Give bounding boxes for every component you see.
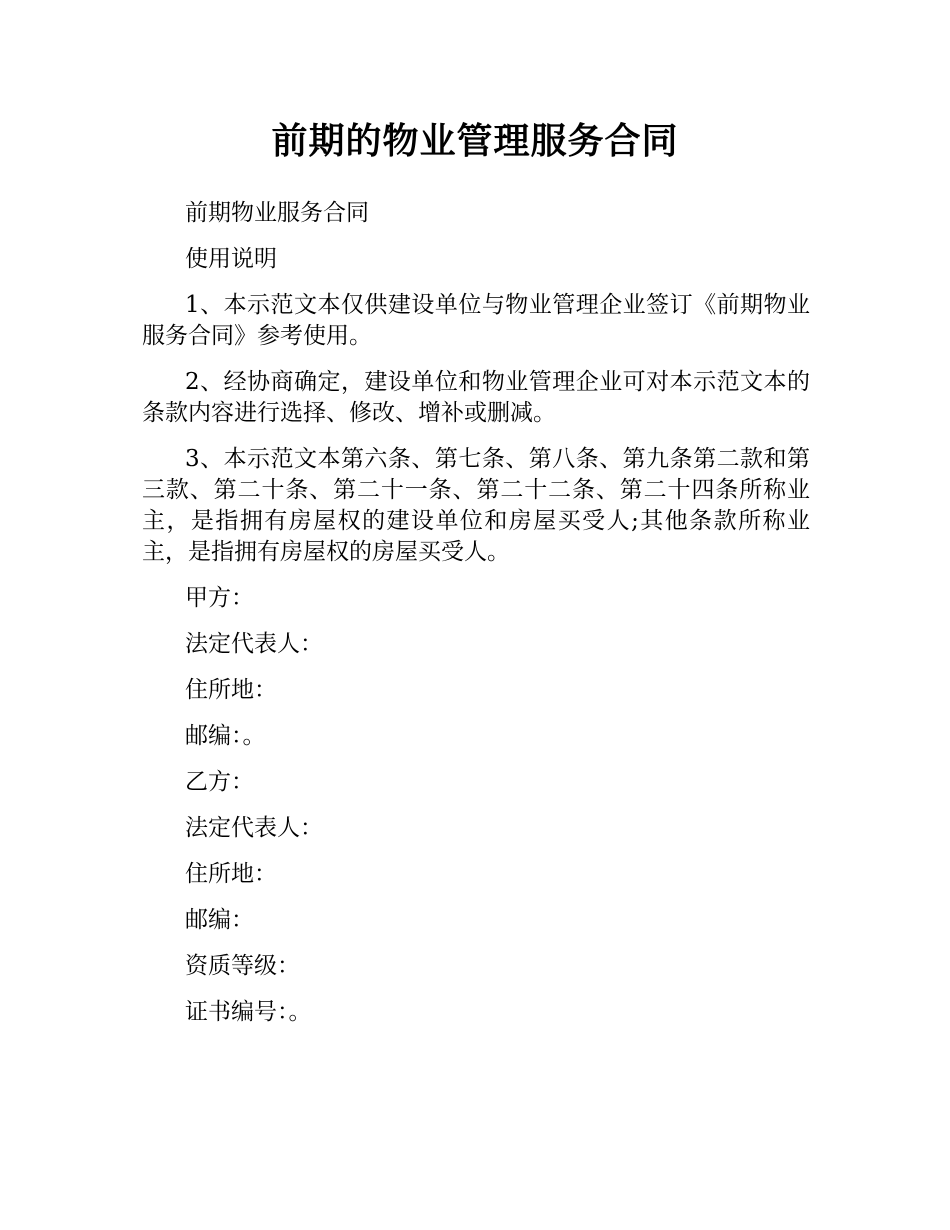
party-b-address: 住所地： xyxy=(185,861,277,887)
party-b-postcode: 邮编： xyxy=(185,907,254,933)
party-b-label: 乙方： xyxy=(185,769,254,795)
document-body xyxy=(142,198,810,1043)
party-a-label: 甲方： xyxy=(185,585,254,611)
party-b-qualification: 资质等级： xyxy=(185,953,300,979)
usage-note-2: 2、经协商确定，建设单位和物业管理企业可对本示范文本的条款内容进行选择、修改、增补或删减。 xyxy=(142,369,810,426)
usage-note-1: 1、本示范文本仅供建设单位与物业管理企业签订《前期物业服务合同》参考使用。 xyxy=(142,292,810,349)
usage-note-3: 3、本示范文本第六条、第七条、第八条、第九条第二款和第三款、第二十条、第二十一条、第二十二条、第二十四条所称业主，是指拥有房屋权的建设单位和房屋买受人;其他条款所称业主，是指拥有房屋权的房屋买受人。 xyxy=(142,446,810,565)
party-a-address: 住所地： xyxy=(185,677,277,703)
usage-heading: 使用说明 xyxy=(185,246,277,272)
party-b-representative: 法定代表人： xyxy=(185,815,323,841)
party-b-certificate-number: 证书编号：。 xyxy=(185,999,312,1025)
party-a-postcode: 邮编：。 xyxy=(185,723,266,749)
party-a-representative: 法定代表人： xyxy=(185,631,323,657)
document-title: 前期的物业管理服务合同 xyxy=(271,121,679,162)
subtitle: 前期物业服务合同 xyxy=(185,200,369,226)
